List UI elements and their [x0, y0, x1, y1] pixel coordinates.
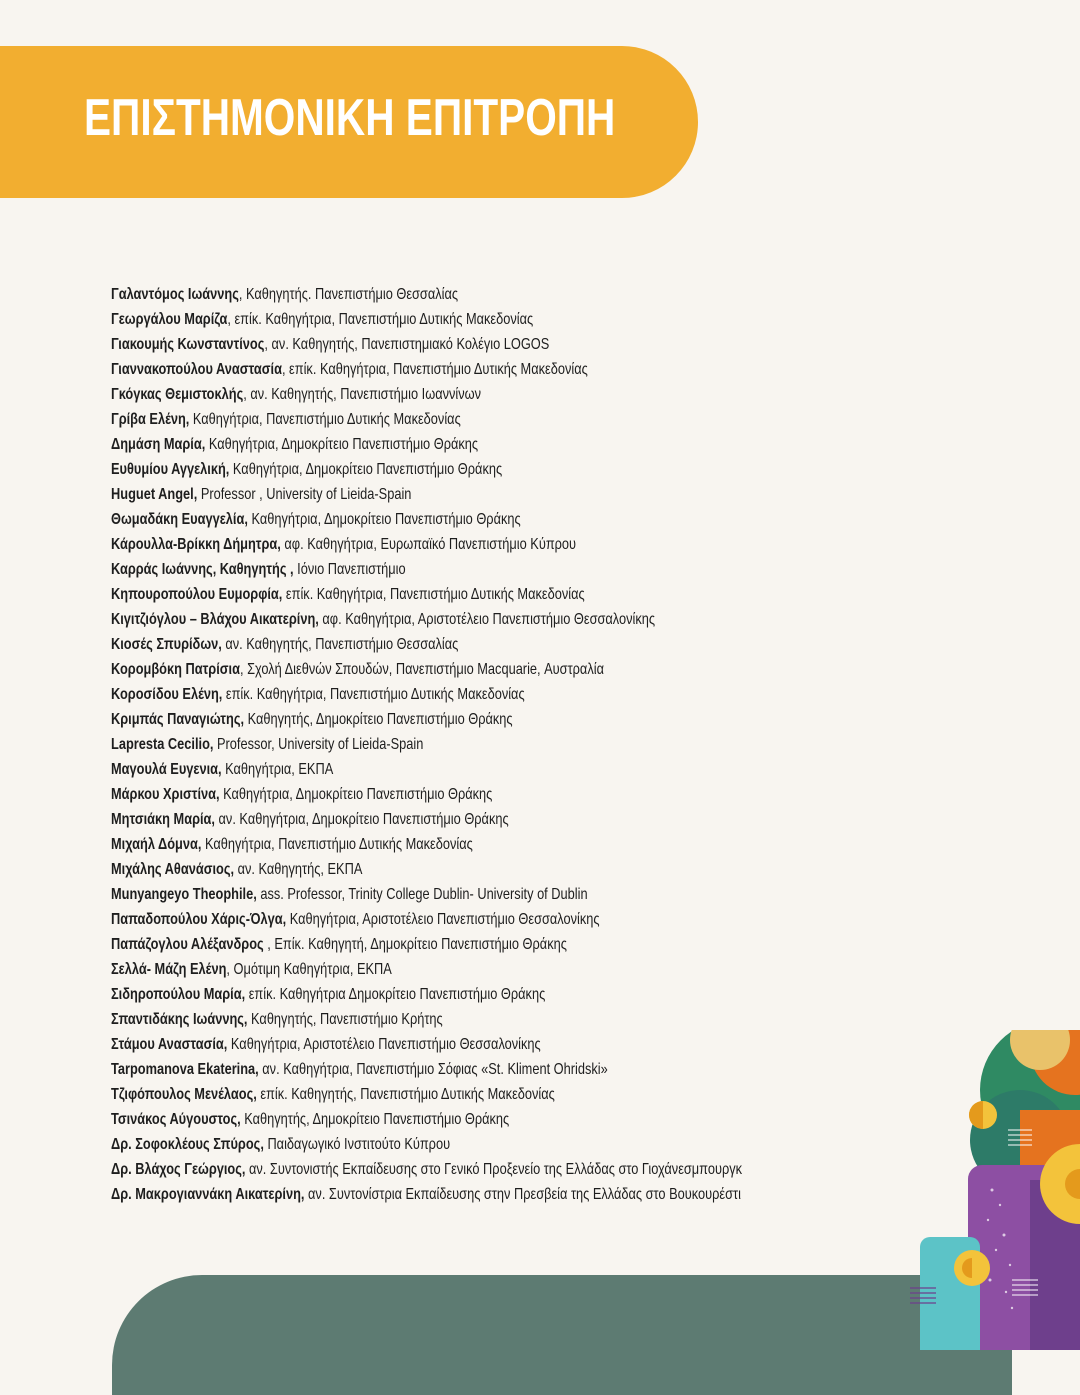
member-name: Καρράς Ιωάννης, Καθηγητής ,	[111, 561, 294, 578]
member-name: Δημάση Μαρία,	[111, 436, 206, 453]
committee-member	[111, 282, 831, 307]
member-affiliation: Καθηγητής, Πανεπιστήμιο Κρήτης	[247, 1011, 443, 1028]
committee-member	[111, 332, 831, 357]
member-affiliation: αφ. Καθηγήτρια, Ευρωπαϊκό Πανεπιστήμιο Κύπρου	[280, 536, 577, 553]
member-affiliation: Καθηγήτρια, Δημοκρίτειο Πανεπιστήμιο Θράκης	[205, 436, 479, 453]
member-name: Κορομβόκη Πατρίσια	[111, 661, 240, 678]
member-affiliation: Καθηγήτρια, Δημοκρίτειο Πανεπιστήμιο Θράκης	[247, 511, 521, 528]
member-name: Σιδηροπούλου Μαρία,	[111, 986, 246, 1003]
member-name: Μιχαήλ Δόμνα,	[111, 836, 202, 853]
member-affiliation: , Καθηγητής. Πανεπιστήμιο Θεσσαλίας	[238, 286, 459, 303]
member-affiliation: αν. Συντονίστρια Εκπαίδευσης στην Πρεσβεία της Ελλάδας στο Βουκουρέστι	[304, 1186, 741, 1203]
committee-member	[111, 1182, 831, 1207]
member-affiliation: αν. Καθηγητής, ΕΚΠΑ	[234, 861, 363, 878]
committee-member	[111, 557, 831, 582]
member-affiliation: αν. Καθηγήτρια, Δημοκρίτειο Πανεπιστήμιο Θράκης	[214, 811, 509, 828]
committee-member	[111, 1157, 831, 1182]
committee-member	[111, 982, 831, 1007]
committee-member	[111, 1057, 831, 1082]
member-name: Στάμου Αναστασία,	[111, 1036, 228, 1053]
committee-member	[111, 707, 831, 732]
member-name: Δρ. Σοφοκλέους Σπύρος,	[111, 1136, 264, 1153]
member-name: Μαγουλά Ευγενια,	[111, 761, 222, 778]
member-name: Τσινάκος Αύγουστος,	[111, 1111, 241, 1128]
member-affiliation: , Επίκ. Καθηγητή, Δημοκρίτειο Πανεπιστήμιο Θράκης	[263, 936, 567, 953]
committee-member	[111, 682, 831, 707]
member-name: Γκόγκας Θεμιστοκλής	[111, 386, 244, 403]
committee-member	[111, 407, 831, 432]
member-name: Κριμπάς Παναγιώτης,	[111, 711, 245, 728]
committee-member	[111, 832, 831, 857]
member-affiliation: αν. Καθηγήτρια, Πανεπιστήμιο Σόφιας «St. Kliment Ohridski»	[258, 1061, 608, 1078]
member-name: Γιακουμής Κωνσταντίνος	[111, 336, 265, 353]
committee-member	[111, 1007, 831, 1032]
committee-member	[111, 632, 831, 657]
committee-member	[111, 957, 831, 982]
member-name: Σπαντιδάκης Ιωάννης,	[111, 1011, 248, 1028]
committee-member	[111, 757, 831, 782]
member-name: Κάρουλλα-Βρίκκη Δήμητρα,	[111, 536, 281, 553]
member-affiliation: , επίκ. Καθηγήτρια, Πανεπιστήμιο Δυτικής Μακεδονίας	[227, 311, 534, 328]
member-name: Γεωργάλου Μαρίζα	[111, 311, 228, 328]
committee-member	[111, 357, 831, 382]
member-affiliation: επίκ. Καθηγήτρια, Πανεπιστήμιο Δυτικής Μακεδονίας	[222, 686, 525, 703]
committee-member	[111, 532, 831, 557]
committee-member-list	[111, 282, 1011, 1207]
member-affiliation: αν. Καθηγητής, Πανεπιστήμιο Θεσσαλίας	[221, 636, 459, 653]
committee-member	[111, 907, 831, 932]
member-affiliation: , αν. Καθηγητής, Πανεπιστήμιο Ιωαννίνων	[243, 386, 482, 403]
member-name: Κηπουροπούλου Ευμορφία,	[111, 586, 283, 603]
committee-member	[111, 782, 831, 807]
member-name: Δρ. Μακρογιαννάκη Αικατερίνη,	[111, 1186, 305, 1203]
member-affiliation: Professor, University of Lieida-Spain	[213, 736, 424, 753]
member-name: Κοροσίδου Ελένη,	[111, 686, 223, 703]
abstract-shapes-illustration	[900, 1030, 1080, 1350]
committee-member	[111, 1032, 831, 1057]
member-affiliation: επίκ. Καθηγήτρια, Πανεπιστήμιο Δυτικής Μακεδονίας	[282, 586, 585, 603]
member-name: Θωμαδάκη Ευαγγελία,	[111, 511, 248, 528]
committee-member	[111, 482, 831, 507]
member-affiliation: αφ. Καθηγήτρια, Αριστοτέλειο Πανεπιστήμιο Θεσσαλονίκης	[318, 611, 656, 628]
member-name: Lapresta Cecilio,	[111, 736, 214, 753]
member-name: Μιχάλης Αθανάσιος,	[111, 861, 235, 878]
member-affiliation: , επίκ. Καθηγήτρια, Πανεπιστήμιο Δυτικής Μακεδονίας	[281, 361, 588, 378]
committee-member	[111, 732, 831, 757]
member-affiliation: Ιόνιο Πανεπιστήμιο	[293, 561, 406, 578]
bottom-decorative-band	[112, 1275, 1012, 1395]
member-affiliation: , αν. Καθηγητής, Πανεπιστημιακό Κολέγιο LOGOS	[264, 336, 550, 353]
member-affiliation: Καθηγήτρια, Δημοκρίτειο Πανεπιστήμιο Θράκης	[219, 786, 493, 803]
committee-member	[111, 857, 831, 882]
member-name: Μάρκου Χριστίνα,	[111, 786, 220, 803]
committee-member	[111, 807, 831, 832]
member-name: Παπαδοπούλου Χάρις-Όλγα,	[111, 911, 287, 928]
committee-member	[111, 432, 831, 457]
member-name: Γιαννακοπούλου Αναστασία	[111, 361, 282, 378]
member-affiliation: Καθηγήτρια, Αριστοτέλειο Πανεπιστήμιο Θεσσαλονίκης	[286, 911, 600, 928]
member-affiliation: Καθηγητής, Δημοκρίτειο Πανεπιστήμιο Θράκης	[240, 1111, 510, 1128]
member-name: Κιγιτζιόγλου – Βλάχου Αικατερίνη,	[111, 611, 319, 628]
member-name: Γαλαντόμος Ιωάννης	[111, 286, 239, 303]
member-affiliation: , Σχολή Διεθνών Σπουδών, Πανεπιστήμιο Macquarie, Αυστραλία	[239, 661, 604, 678]
member-name: Τζιφόπουλος Μενέλαος,	[111, 1086, 257, 1103]
member-affiliation: Καθηγήτρια, Πανεπιστήμιο Δυτικής Μακεδονίας	[201, 836, 473, 853]
member-name: Κιοσές Σπυρίδων,	[111, 636, 222, 653]
member-affiliation: Καθηγήτρια, ΕΚΠΑ	[221, 761, 334, 778]
committee-member	[111, 1132, 831, 1157]
member-affiliation: Παιδαγωγικό Ινστιτούτο Κύπρου	[263, 1136, 451, 1153]
member-affiliation: αν. Συντονιστής Εκπαίδευσης στο Γενικό Προξενείο της Ελλάδας στο Γιοχάνεσμπουργκ	[245, 1161, 743, 1178]
member-name: Tarpomanova Ekaterina,	[111, 1061, 259, 1078]
member-name: Ευθυμίου Αγγελική,	[111, 461, 230, 478]
committee-member	[111, 582, 831, 607]
committee-member	[111, 932, 831, 957]
member-affiliation: Professor , University of Lieida-Spain	[197, 486, 412, 503]
member-affiliation: Καθηγήτρια, Αριστοτέλειο Πανεπιστήμιο Θεσσαλονίκης	[227, 1036, 541, 1053]
committee-member	[111, 507, 831, 532]
committee-member	[111, 882, 831, 907]
member-name: Munyangeyo Theophile,	[111, 886, 257, 903]
committee-member	[111, 382, 831, 407]
member-name: Γρίβα Ελένη,	[111, 411, 190, 428]
committee-member	[111, 607, 831, 632]
member-name: Σελλά- Μάζη Ελένη	[111, 961, 227, 978]
member-name: Μητσιάκη Μαρία,	[111, 811, 215, 828]
member-affiliation: Καθηγητής, Δημοκρίτειο Πανεπιστήμιο Θράκης	[244, 711, 513, 728]
committee-member	[111, 457, 831, 482]
member-affiliation: Καθηγήτρια, Δημοκρίτειο Πανεπιστήμιο Θράκης	[229, 461, 503, 478]
member-name: Huguet Angel,	[111, 486, 198, 503]
committee-member	[111, 1082, 831, 1107]
page-title: ΕΠΙΣΤΗΜΟΝΙΚΗ ΕΠΙΤΡΟΠΗ	[84, 89, 616, 147]
member-affiliation: ass. Professor, Trinity College Dublin- University of Dublin	[256, 886, 588, 903]
member-affiliation: επίκ. Καθηγήτρια Δημοκρίτειο Πανεπιστήμιο Θράκης	[245, 986, 546, 1003]
member-name: Παπάζογλου Αλέξανδρος	[111, 936, 264, 953]
member-affiliation: επίκ. Καθηγητής, Πανεπιστήμιο Δυτικής Μακεδονίας	[256, 1086, 555, 1103]
committee-member	[111, 657, 831, 682]
committee-member	[111, 307, 831, 332]
committee-member	[111, 1107, 831, 1132]
member-name: Δρ. Βλάχος Γεώργιος,	[111, 1161, 246, 1178]
member-affiliation: , Ομότιμη Καθηγήτρια, ΕΚΠΑ	[226, 961, 392, 978]
member-affiliation: Καθηγήτρια, Πανεπιστήμιο Δυτικής Μακεδονίας	[189, 411, 461, 428]
